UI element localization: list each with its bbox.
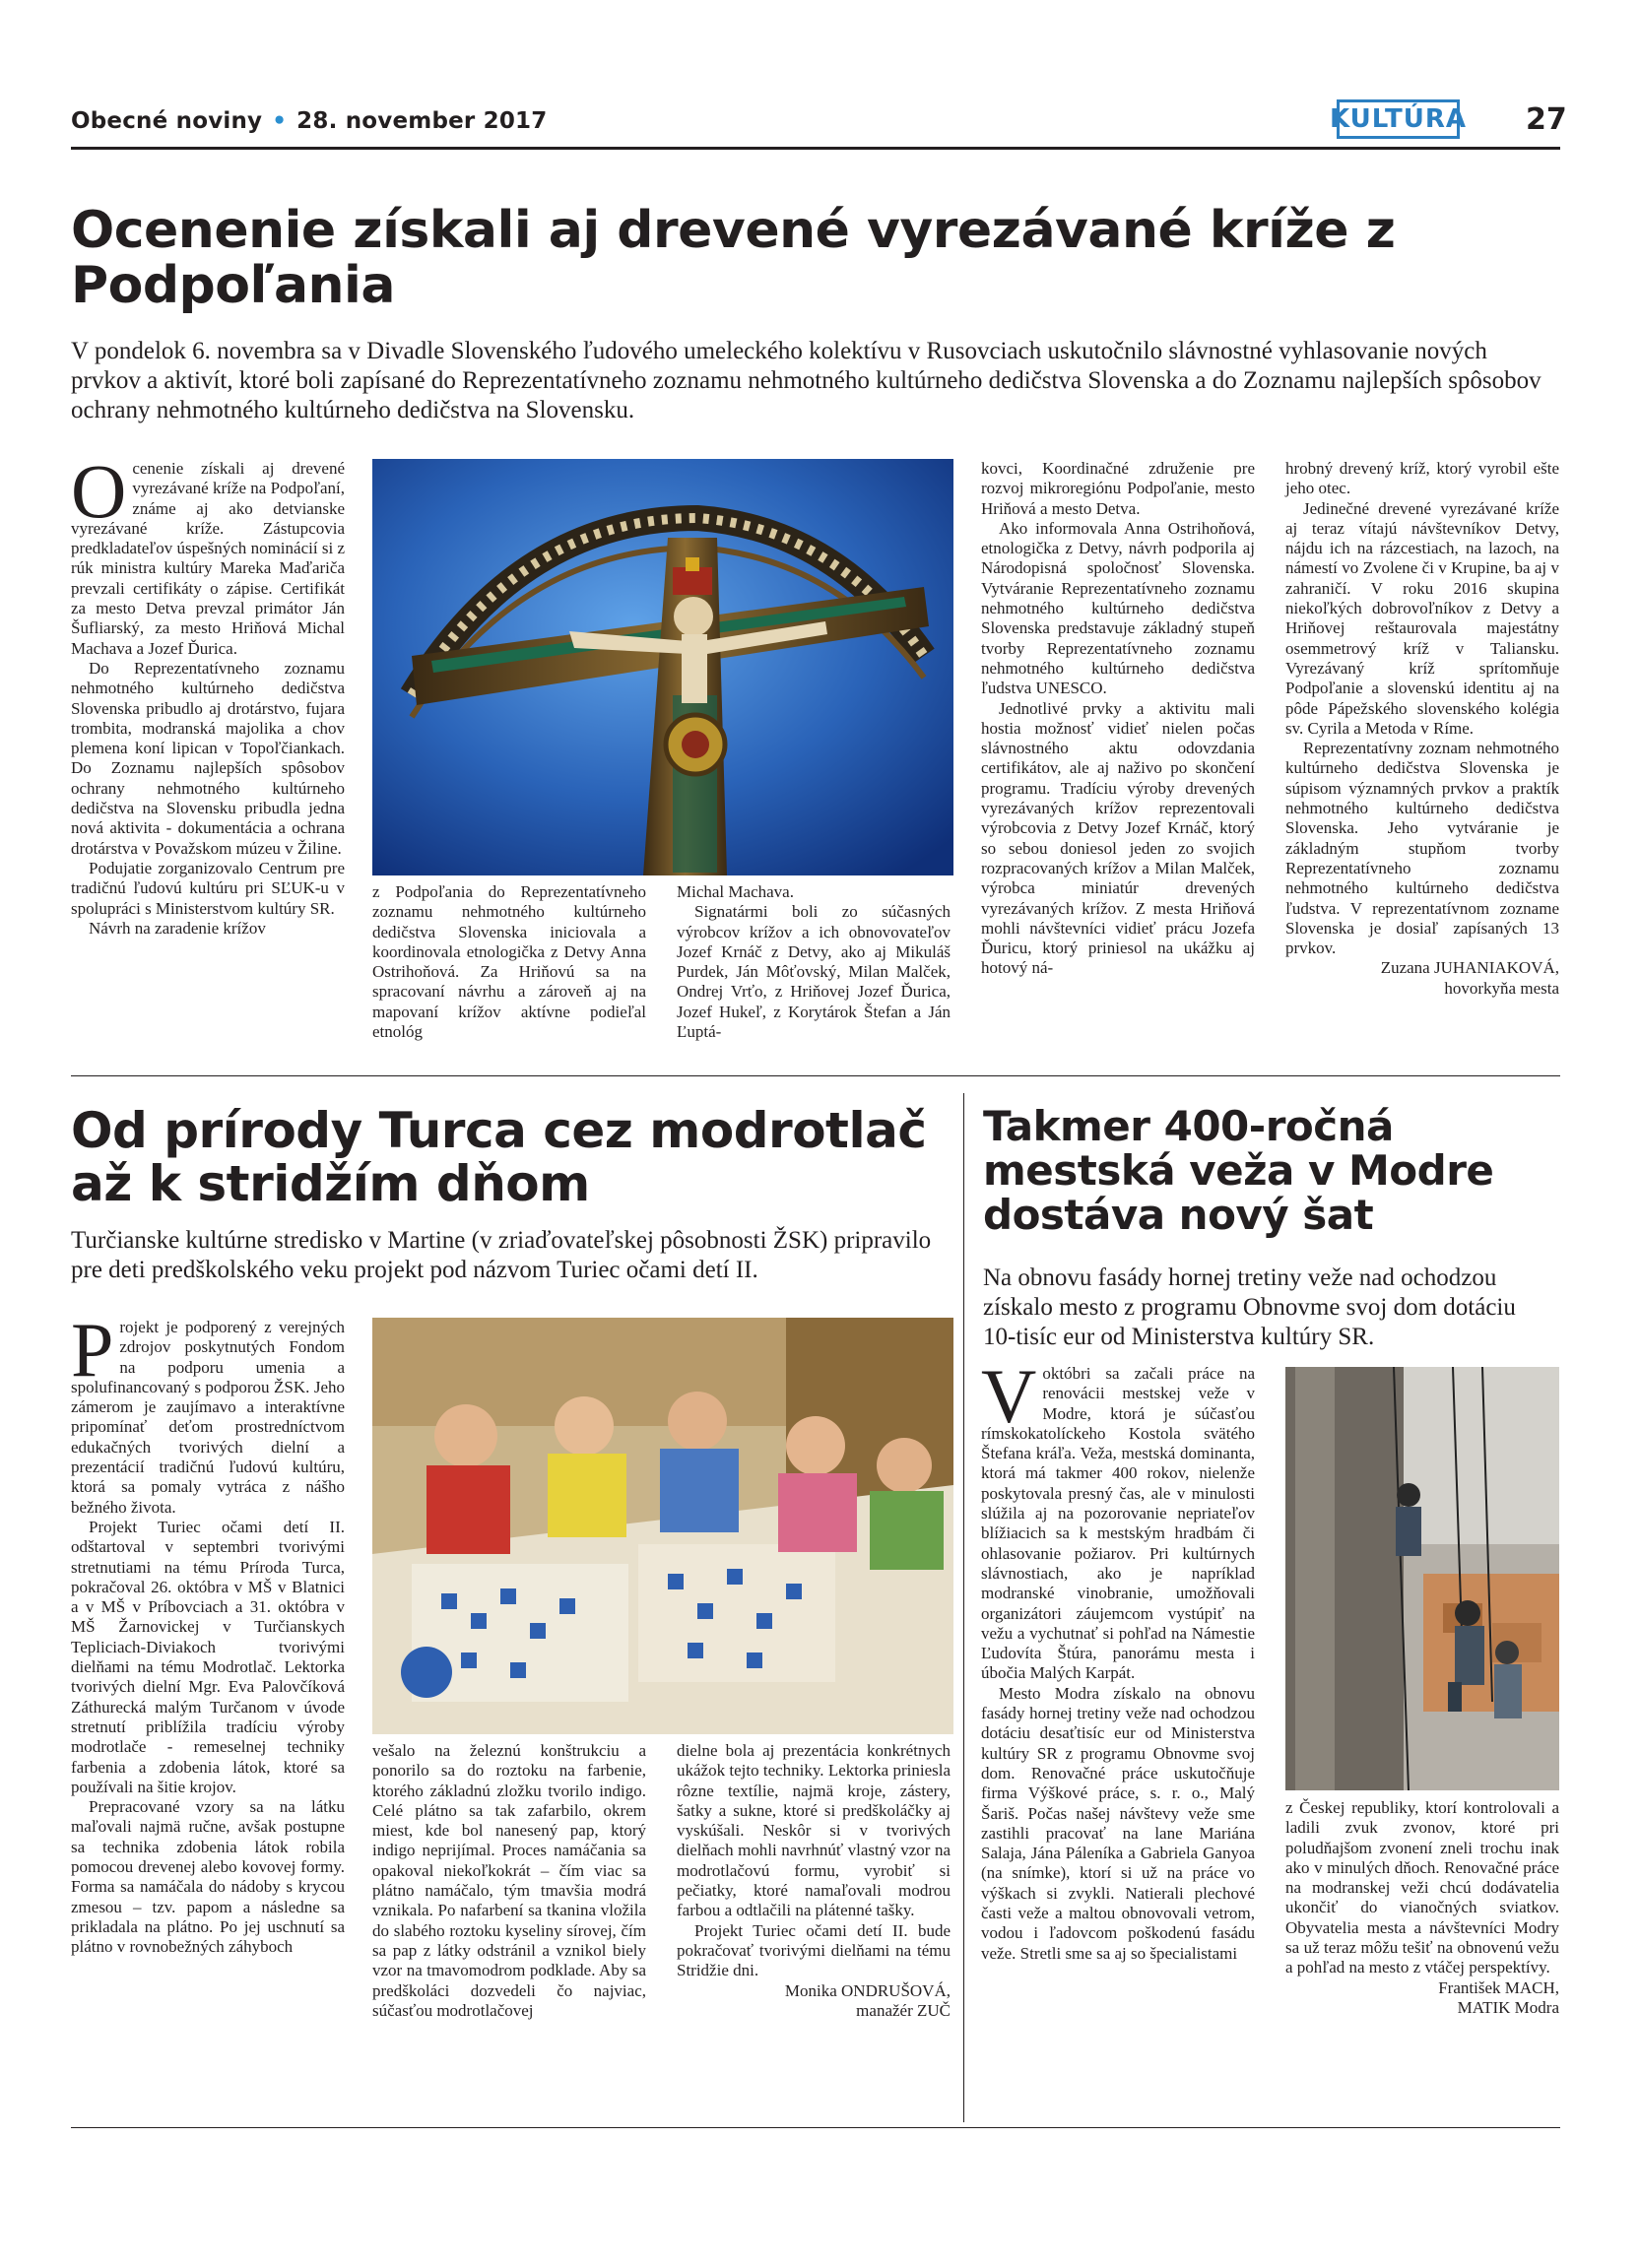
section-label: KULTÚRA [1337, 99, 1460, 139]
article1-col2-p1: z Podpoľania do Reprezentatívneho zoznamu nehmotného kultúrneho dedičstva Slovenska iniciovala a koordinovala etnologička z Detvy Anna Ostrihoňová. Za Hriňovú sa na spracovaní návrhu a zároveň aj na mapovaní krížov aktívne podieľal etnológ [372, 882, 646, 1042]
article1-col4-p2: Ako informovala Anna Ostrihoňová, etnologička z Detvy, návrh podporila aj Národopisná spoločnosť Slovenska. Vytváranie Reprezentatívneho zoznamu nehmotného kultúrneho dedičstva Slovenska predstavuje základný stupeň tvorby Reprezentatívneho zoznamu nehmotného kultúrneho dedičstva ľudstva UNESCO. [981, 518, 1255, 698]
article1-signature-name: Zuzana JUHANIAKOVÁ, [1380, 958, 1559, 978]
article1-title: Ocenenie získali aj drevené vyrezávané kríže z Podpoľania [71, 201, 1396, 315]
article1-col5-p1: hrobný drevený kríž, ktorý vyrobil ešte jeho otec. [1285, 459, 1559, 498]
article2-signature-role: manažér ZUČ [856, 2000, 951, 2020]
article1-col1-p3: Podujatie zorganizovalo Centrum pre tradičnú ľudovú kultúru pri SĽUK-u v spolupráci s Ministerstvom kultúry SR. [71, 858, 345, 918]
tower-photo-graphic [1285, 1367, 1559, 1790]
article3-signature-name: František MACH, [1438, 1977, 1559, 1997]
article1-signature-role: hovorkyňa mesta [1444, 978, 1559, 998]
article2-col3-p1: dielne bola aj prezentácia konkrétnych ukážok tejto techniky. Lektorka priniesla rôzne textílie, najmä kroje, zástery, šatky a sukne, ktoré si predškoláčky aj vyskúšali. Neskôr si v tvorivých dielňach mohli navrhnúť vlastný vzor na modrotlačovú formu, vyrobiť si pečiatky, ktoré namaľovali modrou farbou a odtlačili na plátenné tašky. [677, 1741, 951, 1920]
article1-dropcap: O [71, 448, 127, 534]
article3-col2-p1: z Českej republiky, ktorí kontrolovali a ladili zvuk zvonov, ktoré pri poludňajšom zvonení zneli trochu inak ako v minulých dňoch. Renovačné práce na modranskej veži chcú dodávatelia ukončiť do vianočných sviatkov. Obyvatelia mesta a návštevníci Modry sa už teraz môžu tešiť na obnovenú vežu a pohľad na mesto z vtáčej perspektívy. [1285, 1798, 1559, 1977]
column-divider [963, 1093, 964, 2122]
article1-col1-p4: Návrh na zaradenie krížov [89, 918, 266, 938]
article1-col4-p3: Jednotlivé prvky a aktivitu mali hostia možnosť vidieť nielen počas slávnostného aktu odovzdania certifikátov, ale aj naživo po skončení programu. Tradíciu výroby drevených vyrezávaných krížov reprezentovali výrobcovia z Detvy Jozef Krnáč, ktorý so sebou doniesol jeden zo svojich rozpracovaných krížov a Milan Malček, výrobca miniatúr drevených vyrezávaných krížov. Z mesta Hriňová mohli návštevníci vidieť prácu Jozefa Ďuricu, ktorý priniesol na ukážku aj hotový ná- [981, 698, 1255, 978]
article2-dropcap: P [71, 1307, 114, 1393]
footer-rule [71, 2127, 1560, 2128]
article3-col1-p2: Mesto Modra získalo na obnovu fasády hornej tretiny veže nad ochodzou dotáciu desaťtisíc eur od Ministerstva kultúry SR z programu Obnovme svoj dom. Renovačné práce uskutočňuje firma Výškové práce, s. r. o., Malý Šariš. Počas našej návštevy veže sme zastihli pracovať na lane Mariána Salaja, Jána Páleníka a Gabriela Ganyoa (na snímke), ktorí si už na práce vo výškach si zvykli. Natierali plechové časti veže a maltou obnovovali vetrom, vodou i ľadovcom poškodenú fasádu veže. Stretli sme sa aj so špecialistami [981, 1683, 1255, 1963]
children-photo [372, 1318, 953, 1734]
article3-title: Takmer 400-ročná mestská veža v Modre dostáva nový šat [983, 1102, 1494, 1239]
article3-column-1 [981, 1353, 1255, 1964]
article2-column-3 [677, 1741, 951, 2021]
article1-col1-p2: Do Reprezentatívneho zoznamu nehmotného kultúrneho dedičstva Slovenska pribudlo aj drotárstvo, fujara trombita, modranská majolika a chov plemena koní lipican v Topoľčiankach. Do Zoznamu najlepších spôsobov ochrany nehmotného kultúrneho dedičstva na Slovensku pribudla jedna nová aktivita - dokumentácia a ochrana drotárstva v Považskom múzeu v Žiline. [71, 658, 345, 858]
tower-photo [1285, 1367, 1559, 1790]
article3-signature-role: MATIK Modra [1457, 1997, 1559, 2017]
article2-column-1 [71, 1307, 345, 1958]
article1-col4-p1: kovci, Koordinačné združenie pre rozvoj mikroregiónu Podpoľanie, mesto Hriňová a mesto Detva. [981, 459, 1255, 518]
article3-column-2 [1285, 1798, 1559, 2018]
header-rule [71, 147, 1560, 150]
article3-lead: Na obnovu fasády hornej tretiny veže nad ochodzou získalo mesto z programu Obnovme svoj dom dotáciu 10-tisíc eur od Ministerstva kultúry SR. [983, 1264, 1516, 1350]
article1-column-3 [677, 882, 951, 1042]
article2-col2-p1: vešalo na železnú konštrukciu a ponorilo sa do roztoku na farbenie, ktorého základnú zložku tvorilo indigo. Celé plátno sa tak zafarbilo, okrem miest, kde bol nanesený pap, ktorý indigo neprijímal. Proces namáčania sa opakoval niekoľkokrát – čím viac sa plátno namáčalo, tým tmavšia modrá vznikala. Po nafarbení sa tkanina vložila do slabého roztoku kyseliny sírovej, čím sa pap z látky odstránil a vznikol biely vzor na tmavomodrom podklade. Aby sa predškoláci dozvedeli čo najviac, súčasťou modrotlačovej [372, 1741, 646, 2020]
article1-col5-p3: Reprezentatívny zoznam nehmotného kultúrneho dedičstva Slovenska je súpisom významných prvkov a praktík nehmotného kultúrneho dedičstva Slovenska. Jeho vytváranie je základným stupňom tvorby Reprezentatívneho zoznamu nehmotného kultúrneho dedičstva ľudstva. V reprezentatívnom zozname Slovenska je dosiaľ zapísaných 13 prvkov. [1285, 739, 1559, 958]
article2-col3-p2: Projekt Turiec očami detí II. bude pokračovať tvorivými dielňami na tému Stridžie dni. [677, 1920, 951, 1980]
running-header [71, 108, 547, 134]
article1-column-1 [71, 448, 345, 939]
article1-col3-p1: Michal Machava. [677, 882, 794, 901]
article2-col1-p1: rojekt je podporený z verejných zdrojov poskytnutých Fondom na podporu umenia a spolufinancovaný s podporou ŽSK. Jeho zámerom je zaujímavo a interaktívne pripomínať deťom prostredníctvom edukačných tvorivých dielní a prezentácií tradičnú ľudovú kultúru, ktorá sa pomaly vytráca z nášho bežného života. [71, 1318, 345, 1517]
article1-column-4 [981, 459, 1255, 979]
article3-col1-p1: októbri sa začali práce na renovácii mestskej veže v Modre, ktorá je súčasťou rímskokatolíckeho Kostola svätého Štefana kráľa. Veža, mestská dominanta, ktorá má takmer 400 rokov, nielenže poskytovala presný čas, ale v minulosti slúžila aj na pozorovanie nepriateľov blížiacich sa k mestským hradbám či ohlasovanie požiarov. Pri kultúrnych slávnostiach, ako je napríklad modranské vinobranie, umožňovali organizátori záujemcom vystúpiť na vežu a vychutnať si pohľad na Námestie Ľudovíta Štúra, panorámu mesta i úbočia Malých Karpát. [981, 1364, 1255, 1683]
article1-col3-p2: Signatármi boli zo súčasných výrobcov krížov a ich obnovovateľov Jozef Krnáč z Detvy, ako aj Mikuláš Purdek, Ján Môťovský, Milan Malček, Ondrej Vrťo, z Hriňovej Jozef Ďurica, Jozef Hukeľ, z Korytárok Štefan a Ján Ľuptá- [677, 902, 951, 1042]
article1-column-2 [372, 882, 646, 1042]
header-separator: • [272, 108, 288, 134]
cross-photo-graphic [372, 459, 953, 875]
article2-title: Od prírody Turca cez modrotlač až k stridžím dňom [71, 1102, 927, 1212]
article1-col1-p1: cenenie získali aj drevené vyrezávané kríže na Podpoľaní, známe aj ako detvianske vyrezávané kríže. Zástupcovia predkladateľov úspešných nominácií si z rúk ministra kultúry Mareka Maďariča prevzali certifikáty o zápise. Certifikát za mesto Detva prevzal primátor Ján Šufliarský, za mesto Hriňová Michal Machava a Jozef Ďurica. [71, 459, 345, 658]
children-photo-graphic [372, 1318, 953, 1734]
page-number: 27 [1526, 102, 1567, 137]
article2-signature-name: Monika ONDRUŠOVÁ, [784, 1980, 951, 2000]
article1-column-5 [1285, 459, 1559, 999]
article1-lead: V pondelok 6. novembra sa v Divadle Slovenského ľudového umeleckého kolektívu v Rusovciach uskutočnilo slávnostné vyhlasovanie nových prvkov a aktivít, ktoré boli zapísané do Reprezentatívneho zoznamu nehmotného kultúrneho dedičstva Slovenska a do Zoznamu najlepších spôsobov ochrany nehmotného kultúrneho dedičstva na Slovensku. [71, 338, 1542, 423]
publication-name: Obecné noviny [71, 108, 263, 134]
article2-col1-p3: Prepracované vzory sa na látku maľovali najmä ručne, avšak postupne sa technika zdobenia látok robila pomocou drevenej alebo kovovej formy. Forma sa namáčala do nádoby s krycou zmesou – tzv. papom a následne sa prikladala na plátno. Po jej uschnutí sa plátno v rovnobežných záhyboch [71, 1797, 345, 1957]
issue-date: 28. november 2017 [296, 108, 548, 134]
article1-col5-p2: Jedinečné drevené vyrezávané kríže aj teraz vítajú návštevníkov Detvy, nájdu ich na rázcestiach, na lazoch, na námestí vo Zvolene či v Krupine, ba aj v zahraničí. V roku 2016 skupina niekoľkých dobrovoľníkov z Detvy a Hriňovej reštaurovala majestátny osemmetrový kríž v Taliansku. Vyrezávaný kríž sprítomňuje Podpoľanie a slovenskú identitu aj na pôde Pápežského slovenského kolégia sv. Cyrila a Metoda v Ríme. [1285, 498, 1559, 738]
cross-photo [372, 459, 953, 875]
article2-lead: Turčianske kultúrne stredisko v Martine (v zriaďovateľskej pôsobnosti ŽSK) pripravilo pre deti predškolského veku projekt pod názvom Turiec očami detí II. [71, 1227, 932, 1283]
article3-dropcap: V [981, 1353, 1037, 1439]
article2-col1-p2: Projekt Turiec očami detí II. odštartoval v septembri tvorivými stretnutiami na tému Príroda Turca, pokračoval 26. októbra v MŠ v Blatnici a v MŠ v Príbovciach a 31. októbra v MŠ Žarnovickej v Turčianskych Tepliciach-Diviakoch tvorivými dielňami na tému Modrotlač. Lektorka tvorivých dielní Mgr. Eva Palovčíková Záthurecká malým Turčanom v úvode stretnutí priblížila tradíciu výroby modrotlače - remeselnej techniky farbenia a zdobenia látok, ktoré sa používali na šitie krojov. [71, 1517, 345, 1796]
section-divider [71, 1075, 1560, 1076]
article2-column-2 [372, 1741, 646, 2021]
